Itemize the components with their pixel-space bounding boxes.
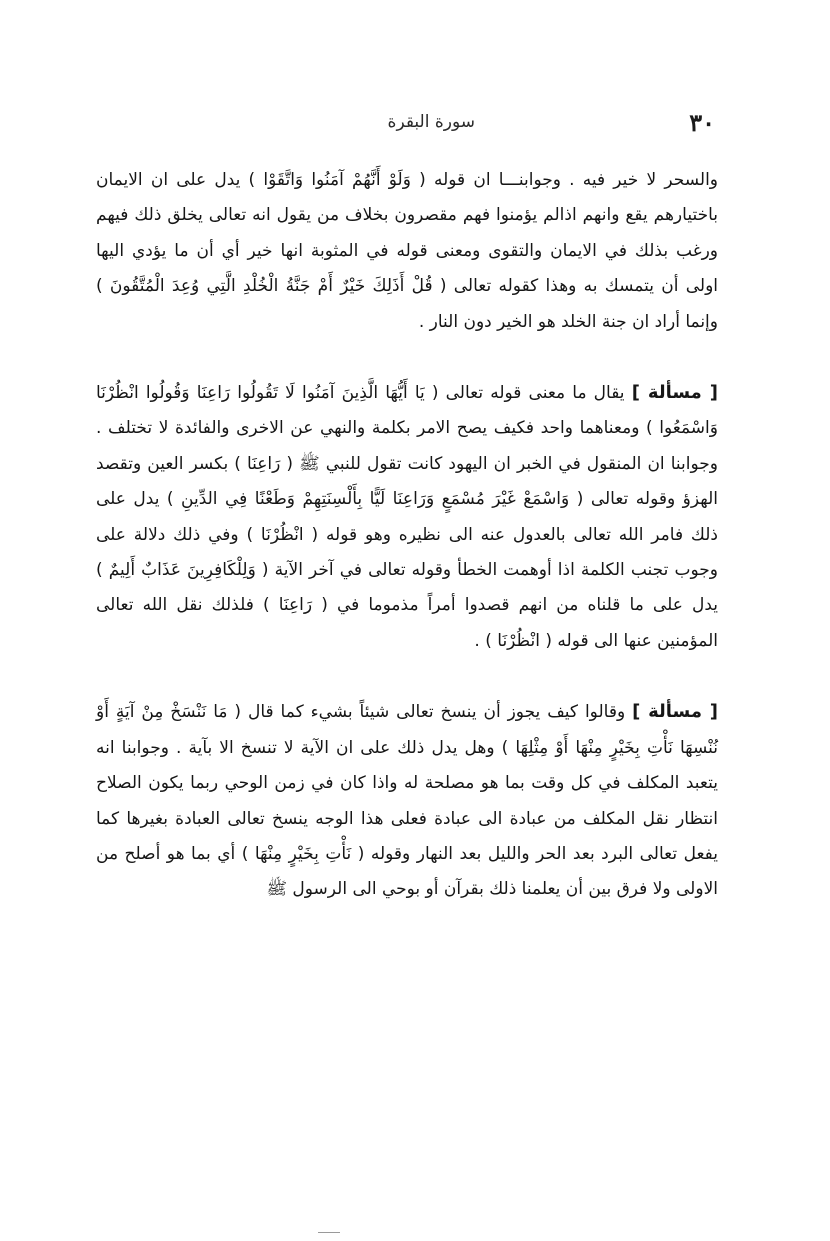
running-title: سورة البقرة [387, 112, 475, 132]
paragraph-3-text: وقالوا كيف يجوز أن ينسخ تعالى شيئاً بشيء كما قال ( مَا نَنْسَخْ مِنْ آيَةٍ أَوْ نُنْسِهَا نَأْتِ بِخَيْرٍ مِنْهَا أَوْ مِثْلِهَا ) وهل يدل ذلك على ان الآية لا تنسخ الا بآية . وجوابنا انه يتعبد المكلف في كل وقت بما هو مصلحة له واذا كان في زمن الوحي ربما يكون الصلاح انتظار نقل المكلف من عبادة الى عبادة فعلى هذا الوجه ينسخ تعالى العبادة بغيرها كما يفعل تعالى البرد بعد الحر والليل بعد النهار وقوله ( نَأْتِ بِخَيْرٍ مِنْهَا ) أي بما هو أصلح من الاولى ولا فرق بين أن يعلمنا ذلك بقرآن أو بوحي الى الرسول ﷺ [96, 702, 718, 900]
page-header [95, 108, 715, 142]
masala-label: [ مسألة ] [632, 701, 718, 723]
masala-label: [ مسألة ] [631, 382, 719, 404]
footer-mark [318, 1232, 340, 1233]
paragraph-2 [96, 375, 718, 659]
page-body [96, 163, 718, 908]
paragraph-1: والسحر لا خير فيه . وجوابنـــا ان قوله ( وَلَوْ أَنَّهُمْ آمَنُوا وَاتَّقَوْا ) يدل على ان الايمان باختيارهم يقع وانهم اذالم يؤمنوا فهم مقصرون بخلاف من يقول انه تعالى يخلق ذلك فيهم ورغب بذلك في الايمان والتقوى ومعنى قوله في المثوبة انها خير أي أن ما يؤدي اليها اولى أن يتمسك به وهذا كقوله تعالى ( قُلْ أَذَلِكَ خَيْرٌ أَمْ جَنَّةُ الْخُلْدِ الَّتِي وُعِدَ الْمُتَّقُونَ ) وإنما أراد ان جنة الخلد هو الخير دون النار . [96, 170, 718, 332]
page-number: ٣٠ [689, 108, 715, 137]
paragraph-3 [96, 694, 718, 907]
paragraph-2-text: يقال ما معنى قوله تعالى ( يَا أَيُّهَا الَّذِينَ آمَنُوا لَا تَقُولُوا رَاعِنَا وَقُولُوا انْظُرْنَا وَاسْمَعُوا ) ومعناهما واحد فكيف يصح الامر بكلمة والنهي عن الاخرى والفائدة لا تختلف . وجوابنا ان المنقول في الخبر ان اليهود كانت تقول للنبي ﷺ ( رَاعِنَا ) بكسر العين وتقصد الهزؤ وقوله تعالى ( وَاسْمَعْ غَيْرَ مُسْمَعٍ وَرَاعِنَا لَيًّا بِأَلْسِنَتِهِمْ وَطَعْنًا فِي الدِّينِ ) يدل على ذلك فامر الله تعالى بالعدول عنه الى نظيره وهو قوله ( انْظُرْنَا ) وفي ذلك دلالة على وجوب تجنب الكلمة اذا أوهمت الخطأ وقوله تعالى في آخر الآية ( وَلِلْكَافِرِينَ عَذَابٌ أَلِيمٌ ) يدل على ما قلناه من انهم قصدوا أمراً مذموما في ( رَاعِنَا ) فلذلك نقل الله تعالى المؤمنين عنها الى قوله ( انْظُرْنَا ) . [96, 383, 718, 651]
